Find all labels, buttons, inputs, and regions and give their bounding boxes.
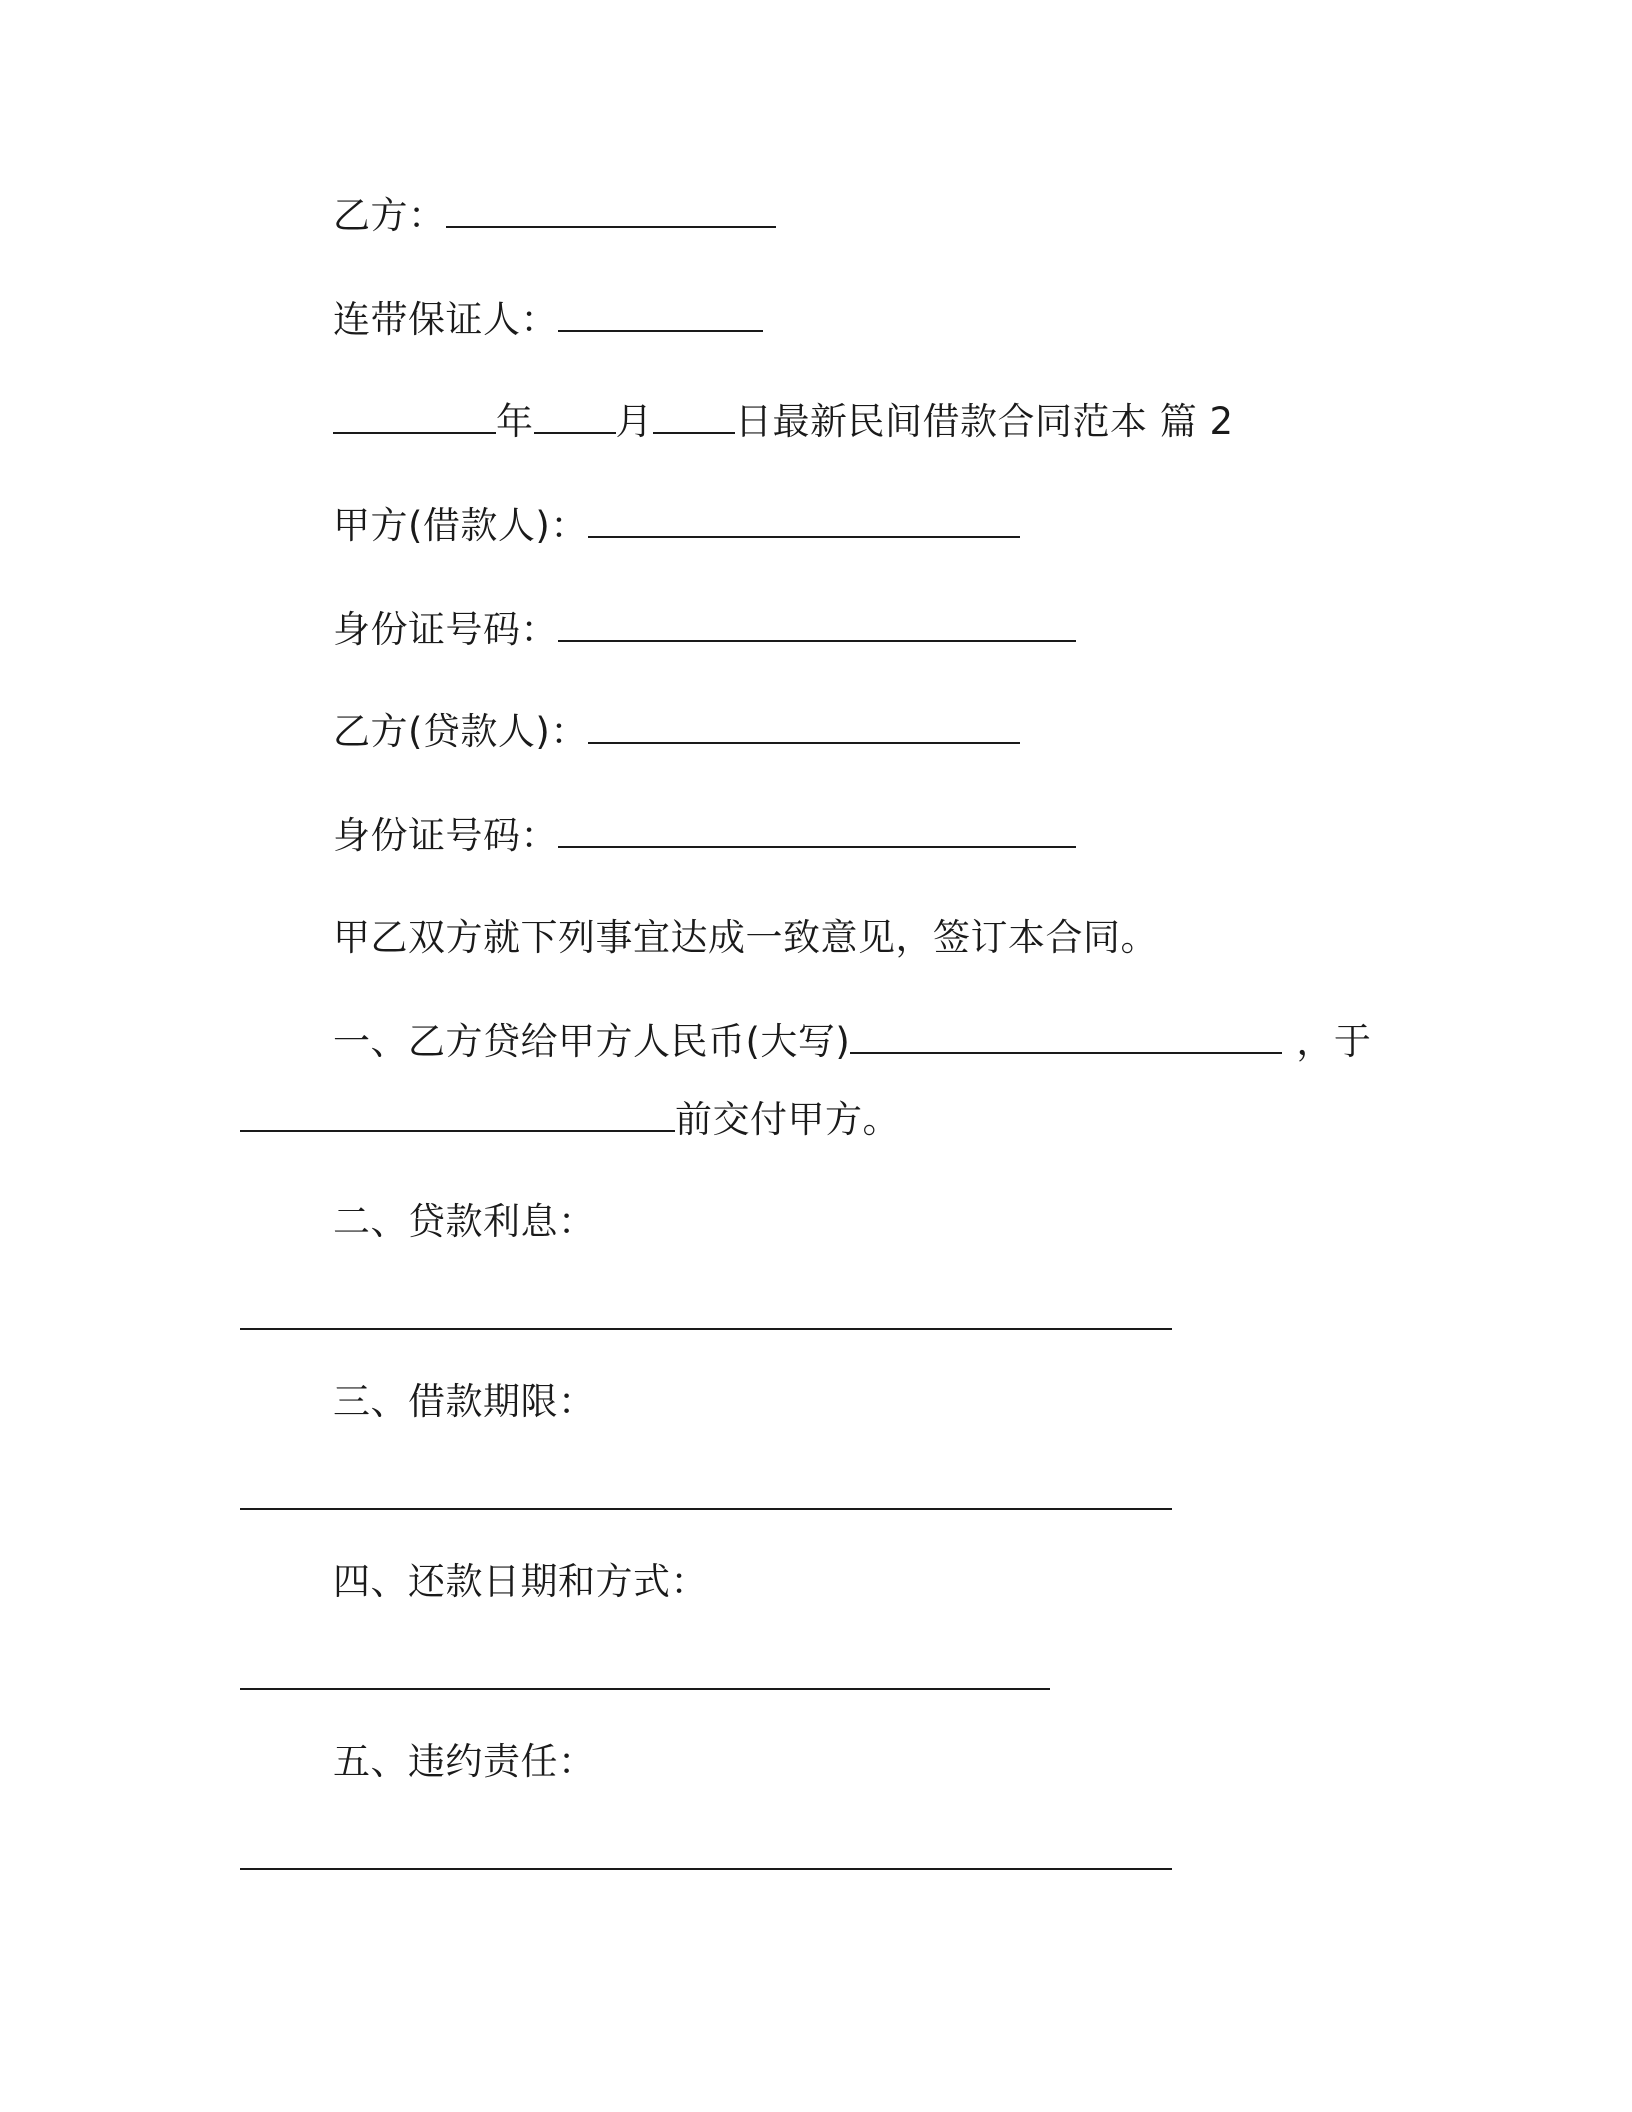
delivery-date-blank xyxy=(240,1102,675,1132)
guarantor-line xyxy=(333,296,763,344)
clause-1-text-a: 一、乙方贷给甲方人民币(大写) xyxy=(333,1020,851,1063)
clause-3-heading xyxy=(333,1378,596,1426)
guarantor-blank xyxy=(558,302,763,332)
repayment-blank xyxy=(240,1660,1050,1690)
clause-2-text: 二、贷款利息： xyxy=(333,1200,596,1243)
agreement-intro xyxy=(333,914,1158,962)
interest-blank xyxy=(240,1300,1172,1330)
amount-blank xyxy=(850,1024,1282,1054)
clause-2-blank-line xyxy=(240,1294,1172,1342)
party-a-blank xyxy=(588,508,1020,538)
id-number-blank-1 xyxy=(558,612,1076,642)
id-number-label-1: 身份证号码： xyxy=(333,608,558,651)
party-b-lender-line xyxy=(333,708,1020,756)
clause-4-heading xyxy=(333,1558,708,1606)
clause-1-line-b xyxy=(240,1096,900,1144)
party-b-lender-blank xyxy=(588,714,1020,744)
clause-3-blank-line xyxy=(240,1474,1172,1522)
clause-4-blank-line xyxy=(240,1654,1050,1702)
clause-2-heading xyxy=(333,1198,596,1246)
clause-1-text-b: ，于 xyxy=(1296,1020,1372,1063)
party-b-label: 乙方： xyxy=(333,194,446,237)
id-number-line-2 xyxy=(333,812,1076,860)
party-b-line xyxy=(333,192,776,240)
id-number-label-2: 身份证号码： xyxy=(333,814,558,857)
party-a-label: 甲方(借款人)： xyxy=(333,504,588,547)
day-blank xyxy=(653,404,735,434)
term-blank xyxy=(240,1480,1172,1510)
clause-5-text: 五、违约责任： xyxy=(333,1740,596,1783)
date-title-line xyxy=(333,398,1234,446)
clause-4-text: 四、还款日期和方式： xyxy=(333,1560,708,1603)
month-blank xyxy=(534,404,616,434)
doc-title: 日最新民间借款合同范本 篇 2 xyxy=(735,400,1234,443)
clause-5-blank-line xyxy=(240,1834,1172,1882)
liability-blank xyxy=(240,1840,1172,1870)
party-b-lender-label: 乙方(贷款人)： xyxy=(333,710,588,753)
clause-1-text-c: 前交付甲方。 xyxy=(675,1098,900,1141)
month-label: 月 xyxy=(615,400,653,443)
clause-3-text: 三、借款期限： xyxy=(333,1380,596,1423)
party-a-line xyxy=(333,502,1020,550)
year-blank xyxy=(333,404,496,434)
clause-5-heading xyxy=(333,1738,596,1786)
clause-1-line-a xyxy=(333,1018,1371,1066)
agreement-intro-text: 甲乙双方就下列事宜达成一致意见，签订本合同。 xyxy=(333,916,1158,959)
id-number-line-1 xyxy=(333,606,1076,654)
guarantor-label: 连带保证人： xyxy=(333,298,558,341)
id-number-blank-2 xyxy=(558,818,1076,848)
party-b-blank xyxy=(446,198,776,228)
year-label: 年 xyxy=(496,400,534,443)
